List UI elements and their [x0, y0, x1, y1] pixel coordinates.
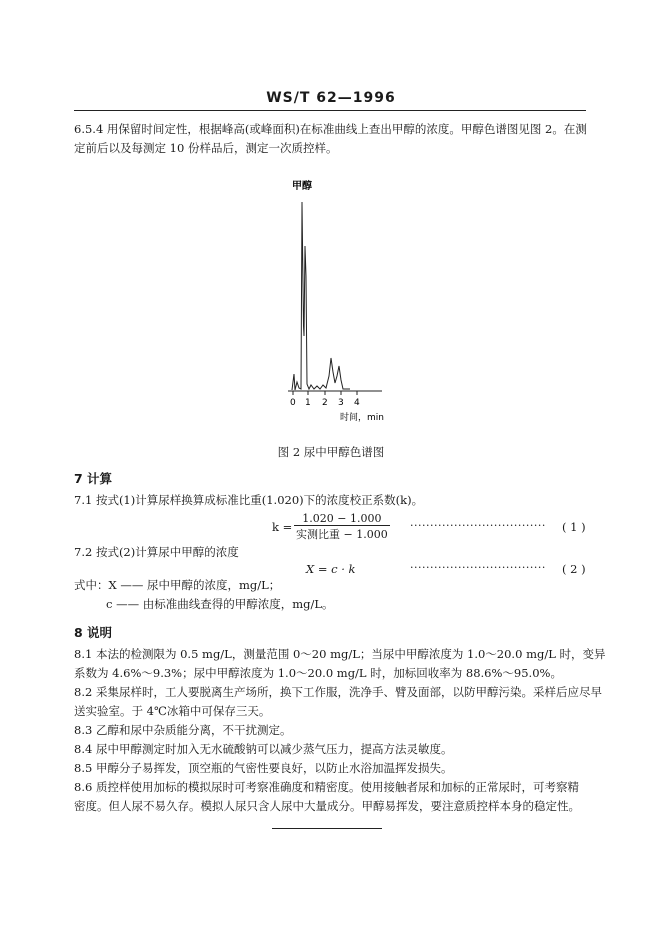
- section-8-title: 8 说明: [74, 625, 113, 640]
- where-line-2: c —— 由标准曲线查得的甲醇浓度，mg/L。: [106, 597, 334, 611]
- axis-label-time: 时间，min: [340, 413, 384, 423]
- tick-label-3: 3: [338, 398, 344, 408]
- section-7-title: 7 计算: [74, 471, 113, 486]
- end-rule: [272, 828, 382, 829]
- eq1-numerator: 1.020 − 1.000: [294, 512, 390, 526]
- para-8-1-line1: 8.1 本法的检测限为 0.5 mg/L，测量范围 0～20 mg/L；当尿中甲醇浓度为 1.0～20.0 mg/L 时，变异: [74, 647, 606, 661]
- eq1-lhs: k =: [272, 520, 293, 534]
- chromatogram-figure: [270, 176, 400, 426]
- eq1-leader: ··································: [410, 519, 546, 532]
- para-8-1-line2: 系数为 4.6%～9.3%；尿中甲醇浓度为 1.0～20.0 mg/L 时，加标回收率为 88.6%～95.0%。: [74, 666, 562, 680]
- figure-caption: 图 2 尿中甲醇色谱图: [277, 445, 385, 459]
- eq1-denominator: 实测比重 − 1.000: [296, 528, 388, 541]
- para-8-3: 8.3 乙醇和尿中杂质能分离，不干扰测定。: [74, 723, 292, 737]
- eq2-number: ( 2 ): [562, 562, 586, 576]
- chromatogram-trace: [292, 202, 350, 390]
- eq1-fraction: [294, 512, 390, 542]
- eq2-leader: ··································: [410, 561, 546, 574]
- item-7-2: 7.2 按式(2)计算尿中甲醇的浓度: [74, 545, 239, 559]
- where-line-1: 式中：X —— 尿中甲醇的浓度，mg/L；: [74, 578, 281, 592]
- para-8-4: 8.4 尿中甲醇测定时加入无水硫酸钠可以减少蒸气压力，提高方法灵敏度。: [74, 742, 453, 756]
- peak-label-methanol: 甲醇: [292, 181, 312, 192]
- para-8-6-line2: 密度。但人尿不易久存。模拟人尿只含人尿中大量成分。甲醇易挥发，要注意质控样本身的稳定性。: [74, 799, 580, 813]
- eq1-number: ( 1 ): [562, 520, 586, 534]
- para-6-5-4-line1: 6.5.4 用保留时间定性，根据峰高(或峰面积)在标准曲线上查出甲醇的浓度。甲醇色谱图见图 2。在测: [74, 122, 587, 136]
- para-8-2-line1: 8.2 采集尿样时，工人要脱离生产场所，换下工作服，洗净手、臂及面部，以防甲醇污染。采样后应尽早: [74, 685, 602, 699]
- para-8-6-line1: 8.6 质控样使用加标的模拟尿时可考察准确度和精密度。使用接触者尿和加标的正常尿时，可考察精: [74, 780, 579, 794]
- para-6-5-4-line2: 定前后以及每测定 10 份样品后，测定一次质控样。: [74, 141, 338, 155]
- header-rule: [74, 110, 586, 111]
- tick-label-0: 0: [290, 398, 296, 408]
- para-8-2-line2: 送实验室。于 4℃冰箱中可保存三天。: [74, 704, 271, 718]
- para-8-5: 8.5 甲醇分子易挥发，顶空瓶的气密性要良好，以防止水浴加温挥发损失。: [74, 761, 453, 775]
- tick-label-1: 1: [305, 398, 311, 408]
- item-7-1: 7.1 按式(1)计算尿样换算成标准比重(1.020)下的浓度校正系数(k)。: [74, 493, 424, 507]
- eq2-formula: X = c · k: [306, 562, 356, 576]
- tick-label-4: 4: [354, 398, 360, 408]
- tick-label-2: 2: [322, 398, 328, 408]
- document-header: WS/T 62—1996: [266, 90, 396, 106]
